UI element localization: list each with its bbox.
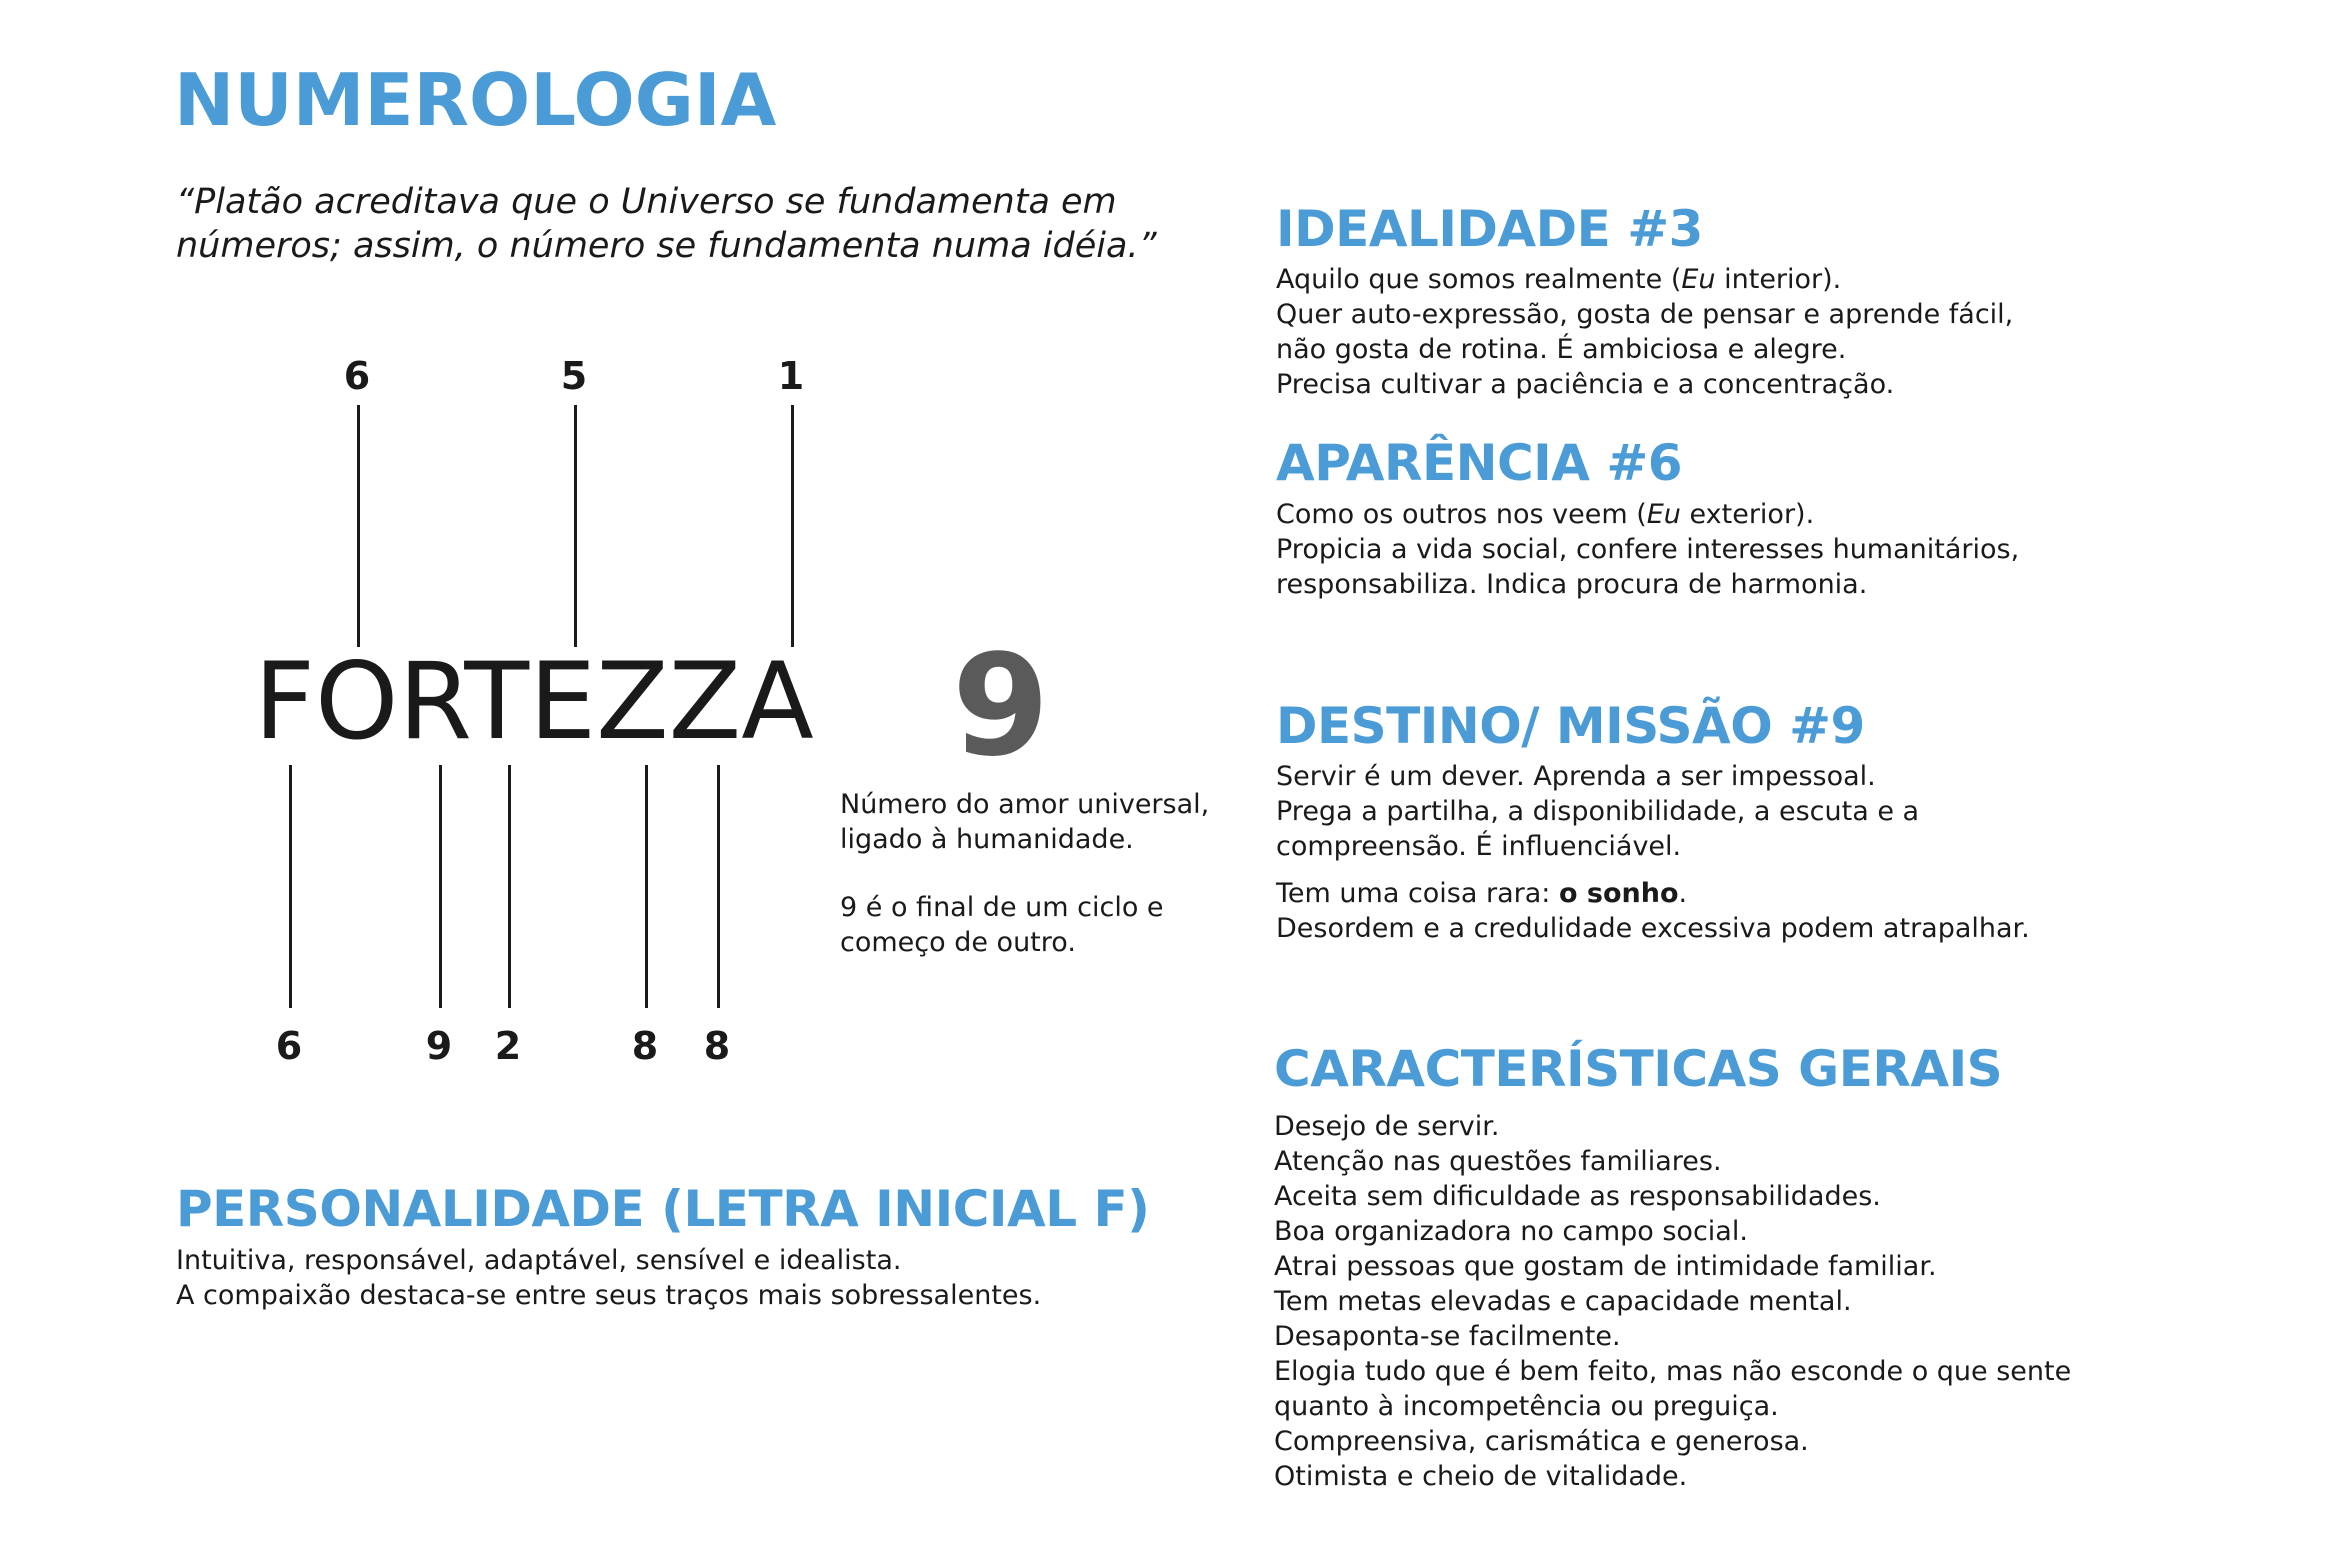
- idealidade-line: não gosta de rotina. É ambiciosa e alegre.: [1276, 334, 1847, 365]
- number-note: [840, 787, 1209, 960]
- aparencia-text: [1276, 497, 2019, 602]
- destino-text: [1276, 759, 2030, 946]
- destino-line: Servir é um dever. Aprenda a ser impessoal.: [1276, 761, 1876, 792]
- vowel-connector-line: [791, 405, 794, 647]
- destino-line: Desordem e a credulidade excessiva podem atrapalhar.: [1276, 913, 2030, 944]
- consonant-number: 9: [425, 1024, 453, 1068]
- list-item: Atrai pessoas que gostam de intimidade familiar.: [1274, 1251, 1937, 1282]
- quote-line: números; assim, o número se fundamenta numa idéia.”: [176, 226, 1157, 266]
- consonant-number: 6: [275, 1024, 303, 1068]
- note-line: 9 é o final de um ciclo e: [840, 892, 1164, 923]
- consonant-connector-line: [439, 765, 442, 1008]
- page-title: NUMEROLOGIA: [174, 58, 777, 142]
- vowel-number: 1: [777, 354, 805, 398]
- destino-heading: DESTINO/ MISSÃO #9: [1276, 697, 1865, 755]
- idealidade-heading: IDEALIDADE #3: [1276, 200, 1703, 258]
- destino-line: Prega a partilha, a disponibilidade, a escuta e a: [1276, 796, 1920, 827]
- quote: [176, 180, 1157, 268]
- list-item: quanto à incompetência ou preguiça.: [1274, 1391, 1779, 1422]
- idealidade-text: [1276, 262, 2013, 402]
- consonant-connector-line: [289, 765, 292, 1008]
- consonant-connector-line: [508, 765, 511, 1008]
- personalidade-line: A compaixão destaca-se entre seus traços mais sobressalentes.: [176, 1280, 1042, 1311]
- vowel-number: 6: [343, 354, 371, 398]
- aparencia-line: Propicia a vida social, confere interesses humanitários,: [1276, 534, 2020, 565]
- personalidade-text: [176, 1243, 1041, 1313]
- aparencia-line: responsabiliza. Indica procura de harmonia.: [1276, 569, 1868, 600]
- quote-line: “Platão acreditava que o Universo se fundamenta em: [176, 182, 1117, 222]
- caracteristicas-heading: CARACTERÍSTICAS GERAIS: [1274, 1040, 2003, 1098]
- note-line: Número do amor universal,: [840, 789, 1210, 820]
- list-item: Desaponta-se facilmente.: [1274, 1321, 1621, 1352]
- list-item: Elogia tudo que é bem feito, mas não esconde o que sente: [1274, 1356, 2072, 1387]
- list-item: Otimista e cheio de vitalidade.: [1274, 1461, 1688, 1492]
- list-item: Desejo de servir.: [1274, 1111, 1500, 1142]
- destino-line: Tem uma coisa rara: o sonho.: [1276, 878, 1688, 909]
- name-text: FORTEZZA: [254, 640, 814, 763]
- list-item: Compreensiva, carismática e generosa.: [1274, 1426, 1809, 1457]
- consonant-number: 8: [703, 1024, 731, 1068]
- aparencia-line: Como os outros nos veem (Eu exterior).: [1276, 499, 1815, 530]
- aparencia-heading: APARÊNCIA #6: [1276, 434, 1683, 492]
- note-line: começo de outro.: [840, 927, 1076, 958]
- idealidade-line: Quer auto-expressão, gosta de pensar e aprende fácil,: [1276, 299, 2014, 330]
- idealidade-line: Precisa cultivar a paciência e a concentração.: [1276, 369, 1895, 400]
- list-item: Boa organizadora no campo social.: [1274, 1216, 1748, 1247]
- consonant-number: 8: [631, 1024, 659, 1068]
- caracteristicas-list: [1274, 1109, 2071, 1494]
- consonant-number: 2: [494, 1024, 522, 1068]
- list-item: Atenção nas questões familiares.: [1274, 1146, 1722, 1177]
- consonant-connector-line: [717, 765, 720, 1008]
- total-number: 9: [952, 625, 1050, 788]
- idealidade-line: Aquilo que somos realmente (Eu interior).: [1276, 264, 1842, 295]
- list-item: Aceita sem dificuldade as responsabilidades.: [1274, 1181, 1881, 1212]
- list-item: Tem metas elevadas e capacidade mental.: [1274, 1286, 1852, 1317]
- vowel-number: 5: [560, 354, 588, 398]
- personalidade-heading: PERSONALIDADE (LETRA INICIAL F): [176, 1180, 1150, 1238]
- consonant-connector-line: [645, 765, 648, 1008]
- vowel-connector-line: [574, 405, 577, 647]
- vowel-connector-line: [357, 405, 360, 647]
- destino-line: compreensão. É influenciável.: [1276, 831, 1682, 862]
- note-line: ligado à humanidade.: [840, 824, 1134, 855]
- personalidade-line: Intuitiva, responsável, adaptável, sensível e idealista.: [176, 1245, 902, 1276]
